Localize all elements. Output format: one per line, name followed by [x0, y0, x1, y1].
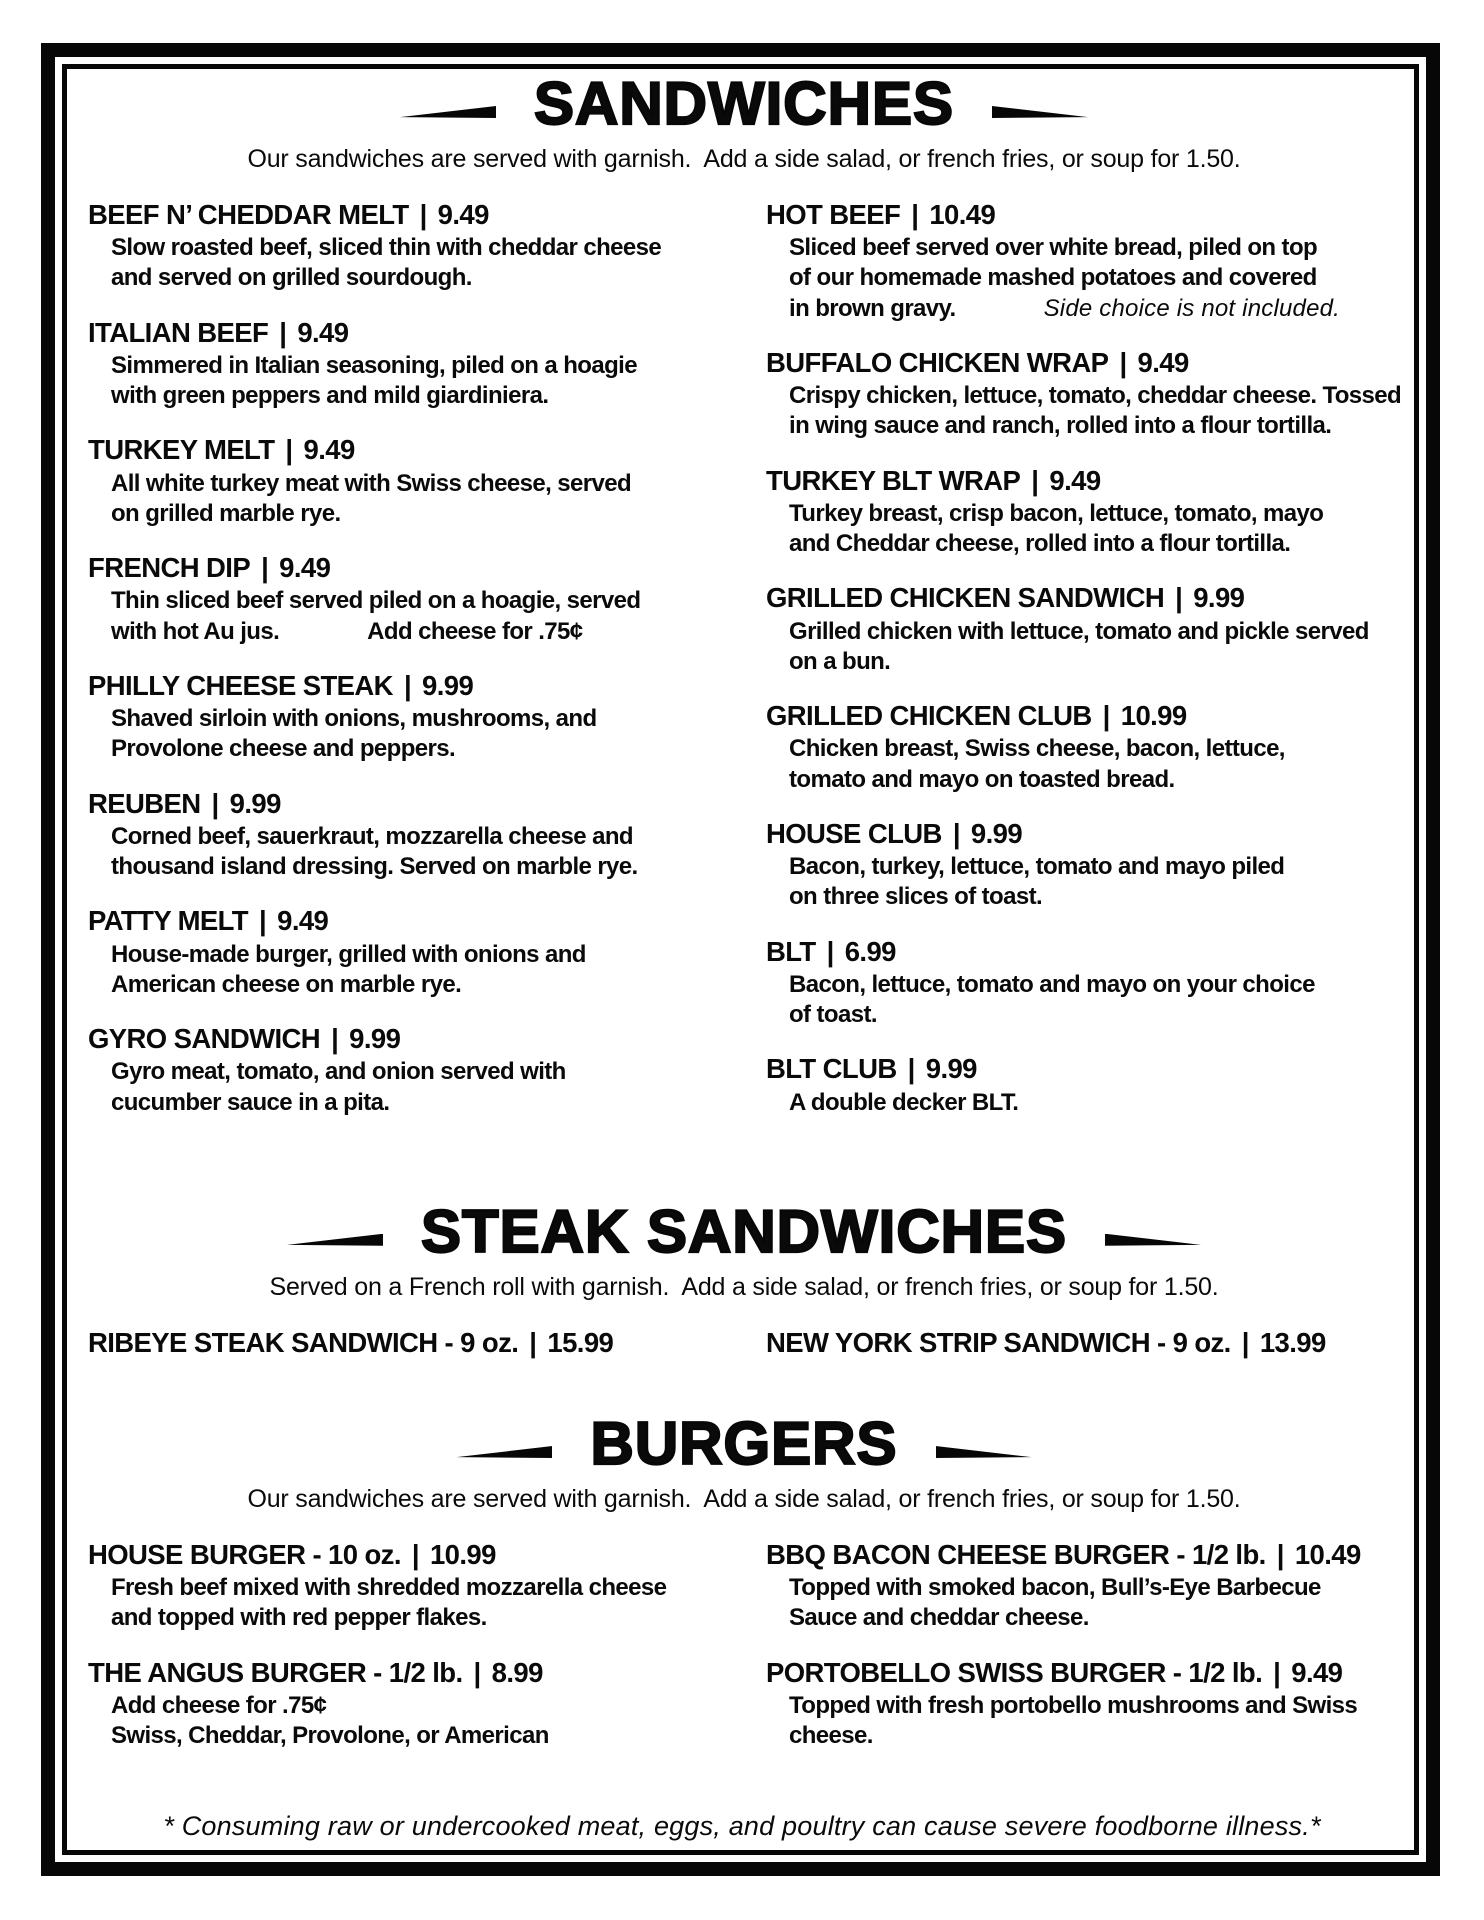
- menu-item: [88, 553, 696, 647]
- item-name-row: [766, 1328, 1400, 1358]
- item-name: PHILLY CHEESE STEAK: [88, 669, 393, 701]
- description-line: [111, 263, 696, 293]
- description-line: [111, 469, 696, 499]
- price-separator: |: [211, 787, 219, 819]
- price-separator: |: [1241, 1326, 1249, 1358]
- description-line: [789, 1573, 1400, 1603]
- item-description: [766, 1691, 1400, 1751]
- item-price: 8.99: [491, 1656, 543, 1688]
- description-text: Add cheese for .75¢: [111, 1691, 327, 1719]
- item-name: FRENCH DIP: [88, 552, 251, 584]
- description-line: [111, 940, 696, 970]
- menu-item: [88, 435, 696, 529]
- item-name-row: [88, 435, 696, 465]
- description-text: Topped with fresh portobello mushrooms and Swiss: [789, 1691, 1358, 1719]
- description-line: [789, 381, 1401, 411]
- description-text: Topped with smoked bacon, Bull’s-Eye Barbecue: [789, 1574, 1321, 1602]
- item-description: [88, 822, 696, 882]
- item-name-row: [88, 906, 696, 936]
- menu-item: [766, 583, 1401, 677]
- description-text: with green peppers and mild giardiniera.: [111, 382, 549, 410]
- description-text: Fresh beef mixed with shredded mozzarella cheese: [111, 1574, 667, 1602]
- item-price: 10.99: [1120, 700, 1187, 732]
- item-name: ITALIAN BEEF: [88, 316, 269, 348]
- description-text: Chicken breast, Swiss cheese, bacon, lettuce,: [789, 735, 1285, 763]
- item-name: BEEF N’ CHEDDAR MELT: [88, 199, 409, 230]
- item-description: [88, 1057, 696, 1117]
- description-text: Sauce and cheddar cheese.: [789, 1604, 1089, 1632]
- description-line: [789, 1721, 1400, 1751]
- description-line: [111, 586, 696, 616]
- right-wedge-icon: [1105, 1234, 1201, 1247]
- item-name-row: [88, 553, 696, 583]
- description-line: [789, 1691, 1400, 1721]
- item-price: 9.49: [303, 434, 355, 466]
- description-line: [111, 233, 696, 263]
- description-text: and served on grilled sourdough.: [111, 264, 472, 292]
- item-description: [88, 1573, 696, 1633]
- description-text: in brown gravy.: [789, 294, 956, 322]
- menu-item: [766, 701, 1401, 795]
- description-text: on three slices of toast.: [789, 883, 1043, 911]
- description-text: Crispy chicken, lettuce, tomato, cheddar cheese. Tossed: [789, 382, 1402, 410]
- item-name-row: [88, 200, 696, 230]
- price-separator: |: [403, 669, 412, 701]
- item-price: 9.49: [297, 316, 349, 348]
- description-line: [789, 647, 1401, 677]
- menu-item: [766, 1054, 1401, 1117]
- description-text: thousand island dressing. Served on marble rye.: [111, 853, 638, 881]
- description-line: [789, 882, 1401, 912]
- item-note: Add cheese for .75¢: [367, 617, 583, 645]
- description-text: with hot Au jus.: [111, 617, 280, 645]
- description-text: on a bun.: [789, 647, 891, 675]
- item-price: 9.99: [422, 669, 474, 701]
- item-price: 6.99: [844, 935, 896, 967]
- menu-item: [88, 200, 696, 294]
- description-line: [789, 263, 1401, 293]
- item-name: RIBEYE STEAK SANDWICH - 9 oz.: [88, 1326, 519, 1358]
- item-name: TURKEY MELT: [88, 434, 275, 466]
- description-text: of toast.: [789, 1001, 877, 1029]
- menu-item: [766, 466, 1401, 560]
- description-text: All white turkey meat with Swiss cheese, served: [111, 469, 632, 497]
- item-name: PORTOBELLO SWISS BURGER - 1/2 lb.: [766, 1656, 1263, 1688]
- item-description: [88, 704, 696, 764]
- item-price: 10.49: [929, 199, 996, 230]
- description-line: [111, 1573, 696, 1603]
- item-description: [88, 469, 696, 529]
- item-description: [88, 233, 696, 293]
- right-wedge-icon: [936, 1446, 1032, 1459]
- description-line: [111, 1057, 696, 1087]
- description-text: and topped with red pepper flakes.: [111, 1604, 487, 1632]
- section-columns: [88, 1540, 1400, 1775]
- section-burgers: [88, 1412, 1400, 1775]
- description-text: cucumber sauce in a pita.: [111, 1088, 390, 1116]
- price-separator: |: [419, 199, 427, 230]
- description-text: Bacon, lettuce, tomato and mayo on your choice: [789, 970, 1315, 998]
- item-price: 15.99: [547, 1326, 614, 1358]
- description-text: Gyro meat, tomato, and onion served with: [111, 1058, 566, 1086]
- description-line: [789, 294, 1401, 324]
- section-steak-sandwiches: [88, 1197, 1400, 1366]
- menu-item: [88, 789, 696, 883]
- item-description: [766, 499, 1401, 559]
- section-columns: [88, 1328, 1400, 1366]
- description-line: [111, 970, 696, 1000]
- menu-item: [88, 906, 696, 1000]
- item-name-row: [88, 1328, 696, 1358]
- left-wedge-icon: [456, 1446, 552, 1459]
- column-right: [766, 1540, 1400, 1775]
- description-line: [789, 617, 1401, 647]
- description-text: of our homemade mashed potatoes and covered: [789, 264, 1317, 292]
- item-name-row: [88, 789, 696, 819]
- item-name-row: [766, 701, 1401, 731]
- item-name: GRILLED CHICKEN SANDWICH: [766, 582, 1165, 614]
- description-line: [789, 970, 1401, 1000]
- description-text: in wing sauce and ranch, rolled into a flour tortilla.: [789, 412, 1332, 440]
- item-name: HOT BEEF: [766, 199, 901, 230]
- description-line: [789, 734, 1401, 764]
- price-separator: |: [473, 1656, 481, 1688]
- item-name-row: [766, 200, 1401, 230]
- price-separator: |: [826, 935, 834, 967]
- section-header: [88, 1412, 1400, 1475]
- item-name: PATTY MELT: [88, 905, 249, 937]
- item-price: 10.49: [1294, 1539, 1361, 1570]
- item-name: TURKEY BLT WRAP: [766, 464, 1021, 496]
- item-description: [766, 1088, 1401, 1118]
- description-line: [789, 852, 1401, 882]
- item-description: [766, 381, 1401, 441]
- section-header: [88, 72, 1400, 135]
- description-text: on grilled marble rye.: [111, 499, 341, 527]
- section-subtitle: Our sandwiches are served with garnish. Add a side salad, or french fries, or soup for 1.50.: [247, 145, 1241, 173]
- item-description: [766, 233, 1401, 324]
- item-name-row: [766, 348, 1401, 378]
- menu-item: [766, 937, 1401, 1031]
- item-price: 9.99: [349, 1023, 401, 1055]
- description-text: House-made burger, grilled with onions and: [111, 940, 586, 968]
- item-name: HOUSE CLUB: [766, 817, 942, 849]
- column-left: [88, 1540, 696, 1775]
- item-price: 9.99: [229, 787, 281, 819]
- item-price: 9.99: [970, 817, 1023, 849]
- item-name: NEW YORK STRIP SANDWICH - 9 oz.: [766, 1326, 1231, 1358]
- description-text: Shaved sirloin with onions, mushrooms, and: [111, 705, 597, 733]
- price-separator: |: [1273, 1656, 1281, 1688]
- description-text: and Cheddar cheese, rolled into a flour tortilla.: [789, 530, 1291, 558]
- item-name: REUBEN: [88, 787, 201, 819]
- right-wedge-icon: [992, 106, 1088, 119]
- section-subtitle: Our sandwiches are served with garnish. Add a side salad, or french fries, or soup for 1.50.: [247, 1485, 1241, 1513]
- description-line: [789, 499, 1401, 529]
- item-name-row: [766, 1054, 1401, 1084]
- section-title: STEAK SANDWICHES: [420, 1197, 1068, 1265]
- description-text: Thin sliced beef served piled on a hoagie, served: [111, 587, 641, 615]
- column-left: [88, 1328, 696, 1366]
- item-name: BLT CLUB: [766, 1053, 897, 1085]
- item-name: THE ANGUS BURGER - 1/2 lb.: [88, 1656, 463, 1688]
- item-name-row: [766, 1658, 1400, 1688]
- column-right: [766, 1328, 1400, 1366]
- item-name: GYRO SANDWICH: [88, 1023, 321, 1055]
- description-line: [789, 411, 1401, 441]
- description-text: Provolone cheese and peppers.: [111, 735, 456, 763]
- price-separator: |: [1102, 700, 1110, 732]
- description-line: [111, 381, 696, 411]
- description-text: A double decker BLT.: [789, 1088, 1019, 1116]
- description-line: [111, 734, 696, 764]
- item-description: [88, 351, 696, 411]
- menu-item: [88, 318, 696, 412]
- item-price: 9.49: [1137, 346, 1189, 378]
- description-line: [111, 1691, 696, 1721]
- item-description: [88, 586, 696, 646]
- item-price: 9.99: [925, 1053, 977, 1085]
- menu-item: [88, 1024, 696, 1118]
- item-name-row: [766, 1540, 1400, 1570]
- description-line: [789, 1000, 1401, 1030]
- column-right: [766, 200, 1401, 1142]
- left-wedge-icon: [400, 106, 496, 119]
- menu-item: [88, 1540, 696, 1634]
- menu-item: [766, 819, 1401, 913]
- description-line: [111, 1603, 696, 1633]
- description-line: [111, 351, 696, 381]
- item-description: [88, 940, 696, 1000]
- price-separator: |: [259, 905, 267, 937]
- item-price: 9.49: [437, 199, 489, 230]
- description-line: [111, 617, 696, 647]
- description-line: [789, 1088, 1401, 1118]
- menu-item: [766, 200, 1401, 324]
- description-line: [111, 1721, 696, 1751]
- section-header: [88, 1197, 1400, 1265]
- item-description: [88, 1691, 696, 1751]
- item-name-row: [766, 466, 1401, 496]
- item-name: GRILLED CHICKEN CLUB: [766, 700, 1092, 732]
- description-text: Turkey breast, crisp bacon, lettuce, tomato, mayo: [789, 499, 1324, 527]
- item-description: [766, 970, 1401, 1030]
- item-name-row: [766, 819, 1401, 849]
- price-separator: |: [911, 199, 919, 230]
- price-separator: |: [1119, 346, 1127, 378]
- menu-item: [88, 671, 696, 765]
- item-price: 9.49: [1291, 1656, 1343, 1688]
- section-sandwiches: [88, 72, 1400, 1142]
- section-title: BURGERS: [590, 1410, 898, 1477]
- column-left: [88, 200, 696, 1142]
- description-line: [111, 499, 696, 529]
- description-text: Simmered in Italian seasoning, piled on a hoagie: [111, 351, 637, 379]
- item-name: BUFFALO CHICKEN WRAP: [766, 346, 1109, 378]
- item-name-row: [88, 1658, 696, 1688]
- description-text: Sliced beef served over white bread, piled on top: [789, 234, 1318, 262]
- item-name-row: [766, 583, 1401, 613]
- price-separator: |: [1175, 582, 1183, 614]
- description-text: Slow roasted beef, sliced thin with cheddar cheese: [111, 234, 662, 262]
- menu-item: [766, 1540, 1400, 1634]
- item-price: 9.99: [1193, 582, 1245, 614]
- description-line: [111, 1088, 696, 1118]
- menu-item: [88, 1328, 696, 1358]
- item-description: [766, 617, 1401, 677]
- item-name: BLT: [766, 935, 816, 967]
- item-name-row: [88, 671, 696, 701]
- price-separator: |: [952, 817, 960, 849]
- item-description: [766, 852, 1401, 912]
- price-separator: |: [261, 552, 269, 584]
- menu-item: [88, 1658, 696, 1752]
- menu-item: [766, 1328, 1400, 1358]
- price-separator: |: [331, 1023, 339, 1055]
- description-line: [789, 1603, 1400, 1633]
- description-text: Swiss, Cheddar, Provolone, or American: [111, 1722, 549, 1750]
- section-title: SANDWICHES: [533, 70, 954, 137]
- item-price: 10.99: [429, 1539, 496, 1570]
- price-separator: |: [907, 1053, 915, 1085]
- description-text: Bacon, turkey, lettuce, tomato and mayo piled: [789, 853, 1285, 881]
- price-separator: |: [285, 434, 293, 466]
- section-subtitle: Served on a French roll with garnish. Add a side salad, or french fries, or soup for 1.50.: [269, 1272, 1219, 1301]
- item-name: BBQ BACON CHEESE BURGER - 1/2 lb.: [766, 1539, 1266, 1570]
- item-price: 13.99: [1259, 1326, 1326, 1358]
- item-description: [766, 1573, 1400, 1633]
- item-name-row: [88, 1540, 696, 1570]
- item-note: Side choice is not included.: [1043, 294, 1341, 322]
- menu-content: [88, 72, 1400, 1775]
- description-text: Grilled chicken with lettuce, tomato and pickle served: [789, 617, 1369, 645]
- item-price: 9.49: [279, 552, 331, 584]
- description-line: [111, 704, 696, 734]
- description-line: [111, 852, 696, 882]
- item-name-row: [88, 1024, 696, 1054]
- item-price: 9.49: [277, 905, 329, 937]
- item-name-row: [766, 937, 1401, 967]
- description-text: cheese.: [789, 1722, 873, 1750]
- left-wedge-icon: [287, 1234, 383, 1247]
- description-line: [111, 822, 696, 852]
- item-description: [766, 734, 1401, 794]
- price-separator: |: [1276, 1539, 1284, 1570]
- item-name: HOUSE BURGER - 10 oz.: [88, 1539, 401, 1570]
- menu-item: [766, 1658, 1400, 1752]
- description-line: [789, 529, 1401, 559]
- description-text: American cheese on marble rye.: [111, 970, 462, 998]
- price-separator: |: [1031, 464, 1039, 496]
- section-columns: [88, 200, 1400, 1142]
- price-separator: |: [411, 1539, 419, 1570]
- footnote: * Consuming raw or undercooked meat, eggs, and poultry can cause severe foodborne illness.*: [163, 1811, 1321, 1841]
- item-price: 9.49: [1049, 464, 1101, 496]
- menu-item: [766, 348, 1401, 442]
- price-separator: |: [529, 1326, 537, 1358]
- price-separator: |: [279, 316, 287, 348]
- item-name-row: [88, 318, 696, 348]
- description-line: [789, 765, 1401, 795]
- description-line: [789, 233, 1401, 263]
- description-text: tomato and mayo on toasted bread.: [789, 765, 1175, 793]
- description-text: Corned beef, sauerkraut, mozzarella cheese and: [111, 822, 633, 850]
